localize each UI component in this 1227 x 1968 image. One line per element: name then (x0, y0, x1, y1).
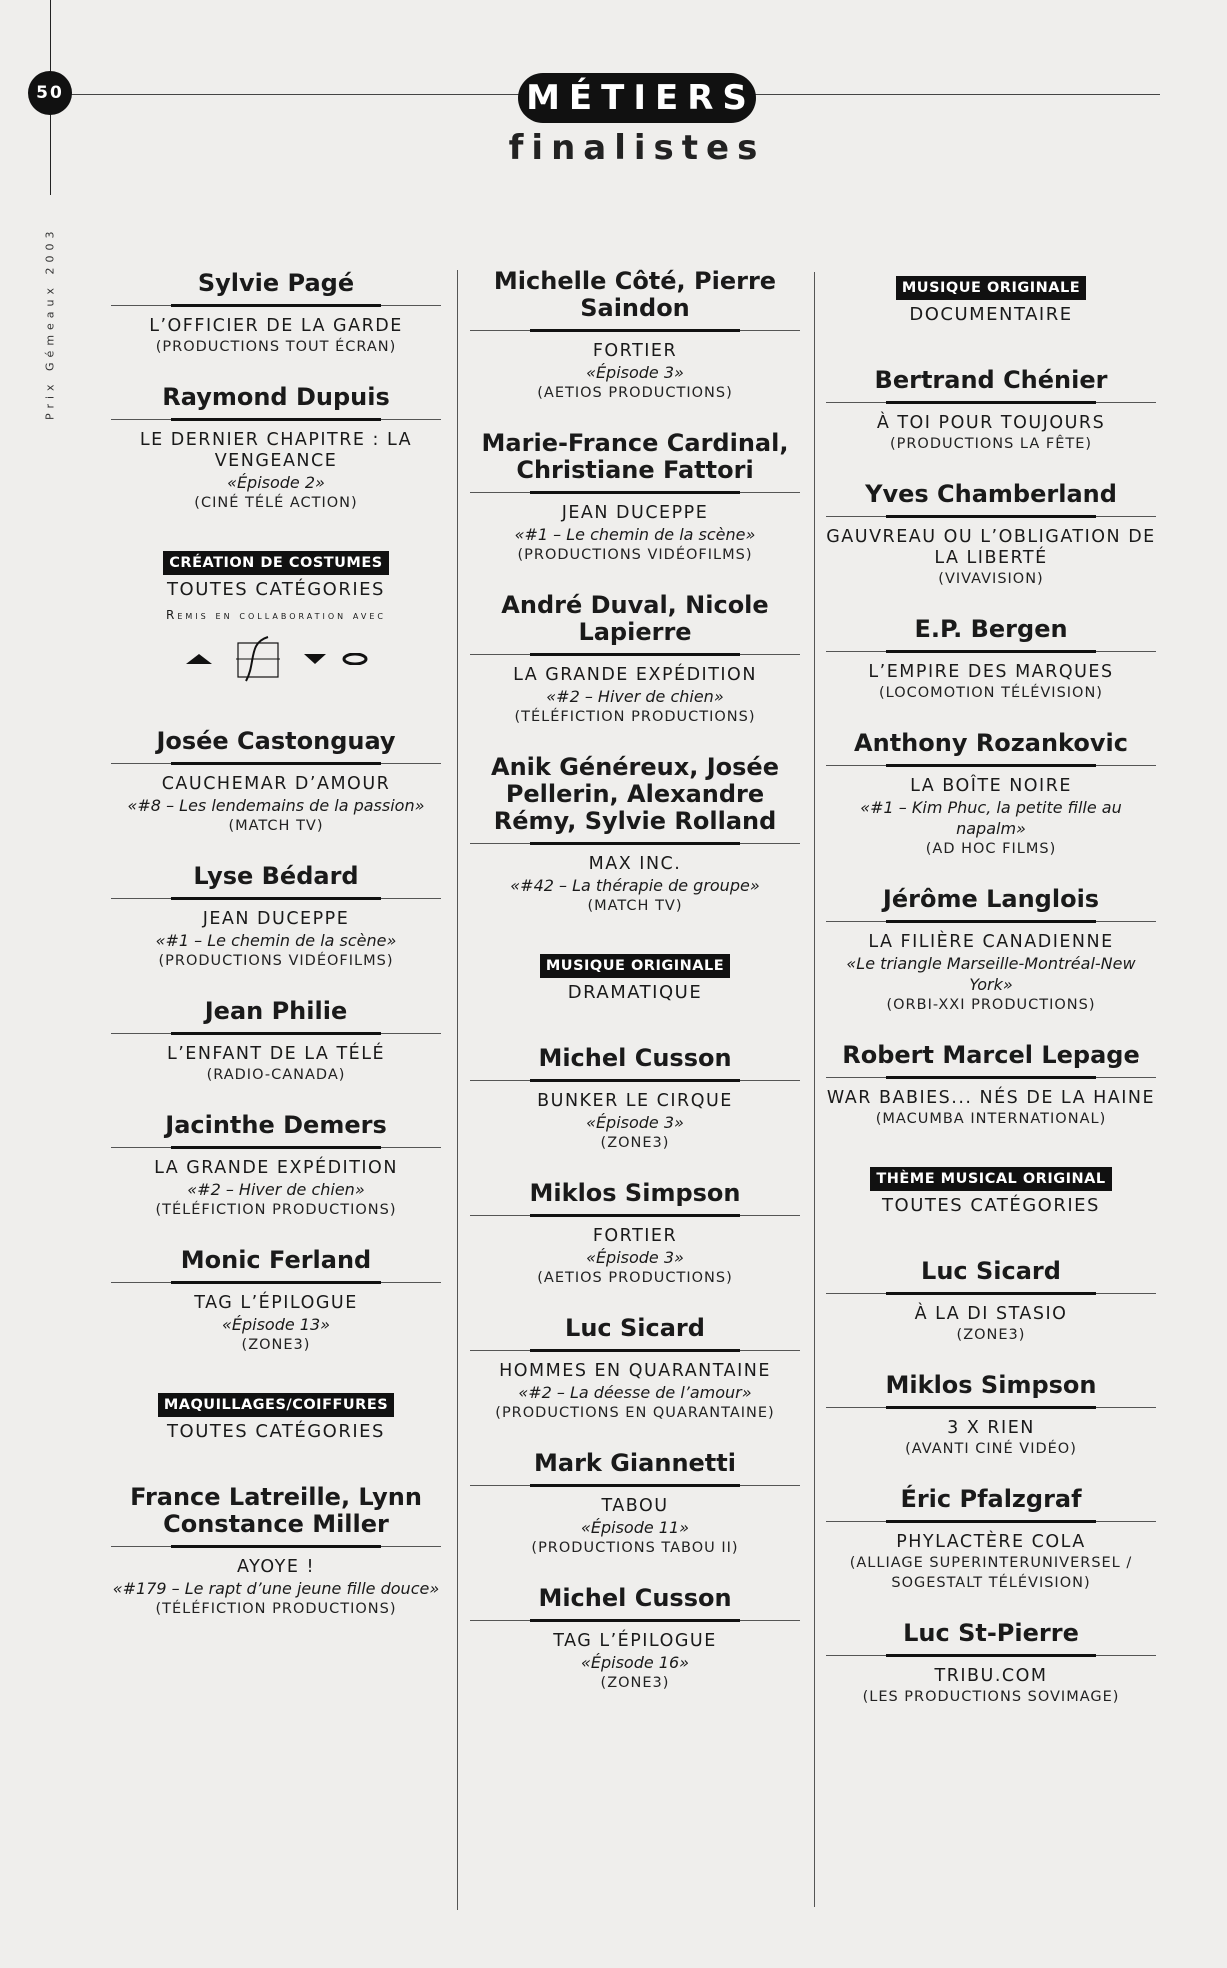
finalist-entry (470, 754, 800, 916)
finalist-entry (111, 1484, 441, 1619)
production-company: (VIVAVISION) (938, 571, 1044, 587)
episode-title: «Épisode 11» (580, 1518, 690, 1537)
column-divider-1 (457, 270, 458, 1910)
category-badge: MUSIQUE ORIGINALE (540, 954, 730, 978)
name-underline (826, 1290, 1156, 1300)
production-company: (PRODUCTIONS EN QUARANTAINE) (495, 1405, 775, 1421)
episode-title: «#1 – Le chemin de la scène» (155, 931, 397, 950)
page-subtitle: finalistes (508, 128, 766, 168)
name-underline (111, 760, 441, 770)
production-company: (AD HOC FILMS) (925, 841, 1057, 857)
show-title: JEAN DUCEPPE (561, 503, 709, 523)
finalist-entry (111, 270, 441, 357)
name-underline (826, 762, 1156, 772)
production-company: (ALLIAGE SUPERINTERUNIVERSEL / SOGESTALT TÉLÉVISION) (849, 1555, 1133, 1591)
name-underline (470, 1077, 800, 1087)
finalist-name: Éric Pfalzgraf (900, 1485, 1082, 1513)
name-underline (826, 399, 1156, 409)
finalist-entry (470, 1315, 800, 1423)
category-badge: CRÉATION DE COSTUMES (163, 551, 388, 575)
finalist-entry (826, 1620, 1156, 1707)
finalist-entry (470, 430, 800, 565)
production-company: (AETIOS PRODUCTIONS) (537, 1270, 733, 1286)
name-underline (111, 1144, 441, 1154)
finalist-name: Luc Sicard (921, 1257, 1061, 1285)
sidebar-label: Prix Gémeaux 2003 (43, 226, 57, 420)
column-1 (111, 270, 441, 1646)
finalist-name: Anik Généreux, Josée Pellerin, Alexandre Rémy, Sylvie Rolland (491, 753, 779, 835)
show-title: TAG L’ÉPILOGUE (553, 1631, 717, 1651)
name-underline (826, 1652, 1156, 1662)
show-title: À TOI POUR TOUJOURS (876, 413, 1106, 433)
name-underline (826, 1518, 1156, 1528)
finalist-name: Luc Sicard (565, 1314, 705, 1342)
episode-title: «#2 – Hiver de chien» (546, 687, 724, 706)
finalist-entry (111, 384, 441, 513)
finalist-entry (470, 268, 800, 403)
finalist-name: Jean Philie (204, 997, 348, 1025)
category-header (111, 1393, 441, 1444)
production-company: (PRODUCTIONS TOUT ÉCRAN) (155, 339, 397, 355)
finalist-entry (111, 998, 441, 1085)
production-company: (TÉLÉFICTION PRODUCTIONS) (514, 709, 756, 725)
finalist-name: Michel Cusson (538, 1584, 732, 1612)
production-company: (AETIOS PRODUCTIONS) (537, 385, 733, 401)
show-title: L’OFFICIER DE LA GARDE (149, 316, 403, 336)
finalist-name: France Latreille, Lynn Constance Miller (130, 1483, 422, 1538)
episode-title: «#179 – Le rapt d’une jeune fille douce» (112, 1579, 440, 1598)
finalist-entry (826, 1042, 1156, 1129)
finalist-name: Raymond Dupuis (162, 383, 390, 411)
show-title: LA GRANDE EXPÉDITION (154, 1158, 398, 1178)
show-title: WAR BABIES... NÉS DE LA HAINE (826, 1088, 1156, 1108)
episode-title: «#2 – Hiver de chien» (187, 1180, 365, 1199)
episode-title: «#8 – Les lendemains de la passion» (127, 796, 425, 815)
finalist-name: Sylvie Pagé (197, 269, 355, 297)
episode-title: «Épisode 2» (227, 473, 325, 492)
production-company: (ZONE3) (956, 1327, 1026, 1343)
show-title: L’ENFANT DE LA TÉLÉ (166, 1044, 386, 1064)
finalist-entry (826, 1486, 1156, 1593)
episode-title: «Épisode 3» (586, 1113, 684, 1132)
name-underline (470, 1212, 800, 1222)
finalist-name: Monic Ferland (180, 1246, 372, 1274)
logo-oval-icon (342, 653, 368, 665)
episode-title: «Épisode 3» (586, 363, 684, 382)
category-subtitle: DOCUMENTAIRE (909, 304, 1073, 325)
episode-title: «Épisode 16» (580, 1653, 690, 1672)
show-title: MAX INC. (588, 854, 682, 874)
page-number: 50 (28, 71, 72, 115)
finalist-name: Miklos Simpson (885, 1371, 1097, 1399)
logo-chevron-icon (302, 652, 328, 666)
finalist-entry (826, 886, 1156, 1015)
episode-title: «#42 – La thérapie de groupe» (510, 876, 760, 895)
finalist-name: Josée Castonguay (156, 727, 396, 755)
name-underline (111, 895, 441, 905)
finalist-entry (826, 367, 1156, 454)
show-title: GAUVREAU OU L’OBLIGATION DE LA LIBERTÉ (826, 527, 1156, 568)
show-title: LE DERNIER CHAPITRE : LA VENGEANCE (139, 430, 413, 471)
show-title: LA FILIÈRE CANADIENNE (868, 932, 1114, 952)
finalist-name: Bertrand Chénier (874, 366, 1108, 394)
episode-title: «#1 – Le chemin de la scène» (514, 525, 756, 544)
category-badge: THÈME MUSICAL ORIGINAL (870, 1167, 1111, 1191)
show-title: FORTIER (592, 341, 678, 361)
finalist-name: Yves Chamberland (865, 480, 1117, 508)
episode-title: «Épisode 3» (586, 1248, 684, 1267)
episode-title: «Épisode 13» (221, 1315, 331, 1334)
production-company: (TÉLÉFICTION PRODUCTIONS) (155, 1202, 397, 1218)
finalist-entry (826, 1372, 1156, 1459)
finalist-entry (826, 481, 1156, 589)
production-company: (MACUMBA INTERNATIONAL) (875, 1111, 1107, 1127)
production-company: (RADIO-CANADA) (206, 1067, 346, 1083)
category-subtitle: TOUTES CATÉGORIES (167, 579, 385, 600)
name-underline (470, 1347, 800, 1357)
category-header (826, 276, 1156, 327)
finalist-entry (826, 730, 1156, 859)
finalist-entry (470, 1450, 800, 1558)
column-divider-2 (814, 272, 815, 1907)
name-underline (470, 1482, 800, 1492)
name-underline (826, 513, 1156, 523)
apvq-logo (111, 630, 441, 688)
show-title: LA GRANDE EXPÉDITION (513, 665, 757, 685)
name-underline (470, 1617, 800, 1627)
show-title: AYOYE ! (237, 1557, 315, 1577)
name-underline (470, 327, 800, 337)
show-title: PHYLACTÈRE COLA (896, 1532, 1086, 1552)
production-company: (ZONE3) (600, 1135, 670, 1151)
logo-frame-icon (228, 633, 288, 685)
show-title: HOMMES EN QUARANTAINE (499, 1361, 771, 1381)
production-company: (ORBI-XXI PRODUCTIONS) (886, 997, 1096, 1013)
finalist-entry (111, 863, 441, 971)
finalist-entry (111, 1112, 441, 1220)
show-title: À LA DI STASIO (914, 1304, 1068, 1324)
finalist-name: Anthony Rozankovic (854, 729, 1128, 757)
category-subtitle: DRAMATIQUE (567, 982, 703, 1003)
category-subtitle: TOUTES CATÉGORIES (167, 1421, 385, 1442)
show-title: CAUCHEMAR D’AMOUR (161, 774, 391, 794)
finalist-name: Marie-France Cardinal, Christiane Fattori (481, 429, 789, 484)
production-company: (ZONE3) (241, 1337, 311, 1353)
show-title: 3 X RIEN (947, 1418, 1035, 1438)
name-underline (826, 648, 1156, 658)
production-company: (PRODUCTIONS TABOU II) (531, 1540, 739, 1556)
name-underline (111, 416, 441, 426)
show-title: FORTIER (592, 1226, 678, 1246)
category-header (470, 954, 800, 1005)
name-underline (470, 489, 800, 499)
finalist-name: Jacinthe Demers (165, 1111, 387, 1139)
name-underline (111, 1030, 441, 1040)
episode-title: «#1 – Kim Phuc, la petite fille au napalm» (860, 798, 1122, 838)
logo-triangle-icon (184, 652, 214, 666)
production-company: (TÉLÉFICTION PRODUCTIONS) (155, 1601, 397, 1617)
production-company: (AVANTI CINÉ VIDÉO) (905, 1441, 1077, 1457)
finalist-name: Michelle Côté, Pierre Saindon (493, 267, 777, 322)
name-underline (111, 302, 441, 312)
finalist-name: Miklos Simpson (529, 1179, 741, 1207)
finalist-name: Lyse Bédard (193, 862, 359, 890)
category-badge: MAQUILLAGES/COIFFURES (158, 1393, 394, 1417)
finalist-name: Luc St-Pierre (903, 1619, 1079, 1647)
production-company: (MATCH TV) (228, 818, 324, 834)
category-header (826, 1167, 1156, 1218)
show-title: TAG L’ÉPILOGUE (194, 1293, 358, 1313)
episode-title: «Le triangle Marseille-Montréal-New York» (846, 954, 1136, 994)
finalist-name: Robert Marcel Lepage (842, 1041, 1140, 1069)
finalist-name: Mark Giannetti (534, 1449, 736, 1477)
show-title: LA BOÎTE NOIRE (910, 776, 1072, 796)
finalist-name: Jérôme Langlois (882, 885, 1100, 913)
name-underline (826, 918, 1156, 928)
show-title: BUNKER LE CIRQUE (537, 1091, 733, 1111)
production-company: (LOCOMOTION TÉLÉVISION) (879, 685, 1103, 701)
category-subtitle: TOUTES CATÉGORIES (882, 1195, 1100, 1216)
finalist-name: André Duval, Nicole Lapierre (501, 591, 769, 646)
finalist-entry (111, 728, 441, 836)
finalist-name: E.P. Bergen (914, 615, 1068, 643)
show-title: TRIBU.COM (934, 1666, 1048, 1686)
finalist-entry (826, 616, 1156, 703)
name-underline (111, 1543, 441, 1553)
finalist-entry (470, 1045, 800, 1153)
page-title: MÉTIERS (518, 73, 756, 123)
finalist-entry (470, 1585, 800, 1693)
production-company: (PRODUCTIONS VIDÉOFILMS) (158, 953, 394, 969)
name-underline (111, 1279, 441, 1289)
finalist-name: Michel Cusson (538, 1044, 732, 1072)
show-title: JEAN DUCEPPE (202, 909, 350, 929)
category-note: Remis en collaboration avec (166, 608, 386, 622)
production-company: (LES PRODUCTIONS SOVIMAGE) (862, 1689, 1120, 1705)
category-badge: MUSIQUE ORIGINALE (896, 276, 1086, 300)
name-underline (826, 1404, 1156, 1414)
episode-title: «#2 – La déesse de l’amour» (518, 1383, 752, 1402)
production-company: (PRODUCTIONS VIDÉOFILMS) (517, 547, 753, 563)
name-underline (470, 651, 800, 661)
production-company: (ZONE3) (600, 1675, 670, 1691)
name-underline (470, 840, 800, 850)
finalist-entry (470, 592, 800, 727)
finalist-entry (826, 1258, 1156, 1345)
production-company: (CINÉ TÉLÉ ACTION) (194, 495, 358, 511)
category-header (111, 551, 441, 688)
production-company: (MATCH TV) (587, 898, 683, 914)
production-company: (PRODUCTIONS LA FÊTE) (889, 436, 1093, 452)
finalist-entry (470, 1180, 800, 1288)
column-2 (470, 268, 800, 1720)
column-3 (826, 270, 1156, 1734)
show-title: L’EMPIRE DES MARQUES (868, 662, 1114, 682)
name-underline (826, 1074, 1156, 1084)
finalist-entry (111, 1247, 441, 1355)
show-title: TABOU (601, 1496, 669, 1516)
